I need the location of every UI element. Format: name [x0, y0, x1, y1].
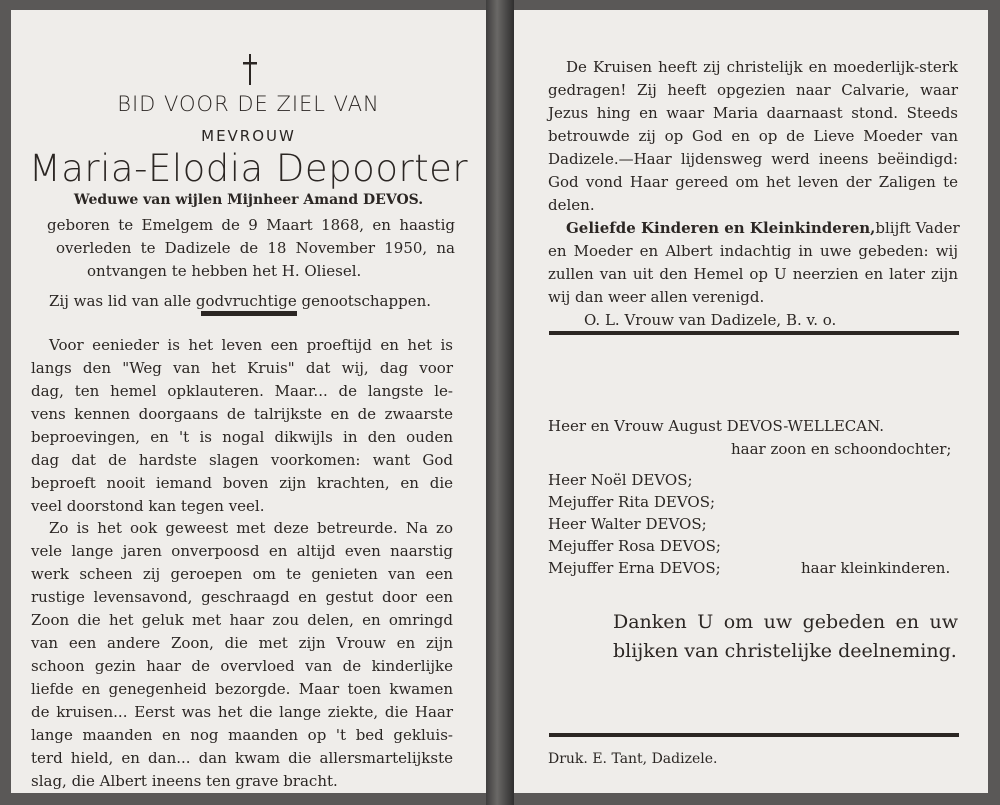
text-line [566, 218, 958, 238]
subheading: MEVROUW [201, 127, 296, 145]
divider [549, 331, 959, 335]
text-line: delen. [548, 196, 595, 214]
text-line: dag dat de hardste slagen voorkomen: want God [31, 451, 453, 469]
prayer-line: O. L. Vrouw van Dadizele, B. v. o. [584, 311, 837, 329]
grandchild: Mejuffer Erna DEVOS; [548, 559, 721, 577]
text-line: beproeft nooit iemand boven zijn krachten, en die [31, 474, 453, 492]
text-line: gedragen! Zij heeft opgezien naar Calvarie, waar [548, 81, 958, 99]
text-line: vens kennen doorgaans de talrijkste en de zwaarste [31, 405, 453, 423]
text-line: De Kruisen heeft zij christelijk en moederlijk-sterk [566, 58, 958, 76]
text-line: beproevingen, en 't is nogal dikwijls in den ouden [31, 428, 453, 446]
text-line: schoon gezin haar de overvloed van de kinderlijke [31, 657, 453, 675]
text-line: betrouwde zij op God en op de Lieve Moeder van [548, 127, 958, 145]
divider [549, 733, 959, 737]
text-line: Zo is het ook geweest met deze betreurde. Na zo [49, 519, 453, 537]
text-line: liefde en genegenheid bezorgde. Maar toen kwamen [31, 680, 453, 698]
page-heading: BID VOOR DE ZIEL VAN [117, 92, 380, 116]
grandchild: Heer Walter DEVOS; [548, 515, 707, 533]
text-line: Voor eenieder is het leven een proeftijd en het is [49, 336, 453, 354]
text-line: vele lange jaren onverpoosd en altijd even naarstig [31, 542, 453, 560]
printer-line: Druk. E. Tant, Dadizele. [548, 751, 718, 767]
family-head-role: haar zoon en schoondochter; [731, 440, 952, 458]
text-line: de kruisen... Eerst was het die lange ziekte, die Haar [31, 703, 453, 721]
bio-line: ontvangen te hebben het H. Oliesel. [87, 262, 362, 280]
text-line: zullen van uit den Hemel op U neerzien en later zijn [548, 265, 958, 283]
grandchild: Mejuffer Rosa DEVOS; [548, 537, 721, 555]
text-line: lange maanden en nog maanden op 't bed gekluis- [31, 726, 453, 744]
text-line: slag, die Albert ineens ten grave bracht. [31, 772, 338, 790]
text-line: langs den "Weg van het Kruis" dat wij, dag voor [31, 359, 453, 377]
deceased-name: Maria-Elodia Depoorter [28, 147, 469, 190]
text-line: Jezus hing en waar Maria daarnaast stond. Steeds [548, 104, 958, 122]
text-line: terd hield, en dan... dan kwam die allersmartelijkste [31, 749, 453, 767]
text-line: van een andere Zoon, die met zijn Vrouw en zijn [31, 634, 453, 652]
member-line: Zij was lid van alle godvruchtige genootschappen. [49, 292, 431, 310]
cross-icon [241, 52, 259, 86]
grandchildren-role: haar kleinkinderen. [801, 559, 951, 577]
text-line: rustige levensavond, geschraagd en gestut door een [31, 588, 453, 606]
thanks-line: Danken U om uw gebeden en uw [613, 611, 958, 633]
text-line: dag, ten hemel opklauteren. Maar... de langste le- [31, 382, 453, 400]
right-page [514, 10, 988, 793]
family-head: Heer en Vrouw August DEVOS-WELLECAN. [548, 417, 885, 435]
text-line: wij dan weer allen verenigd. [548, 288, 765, 306]
text-line: werk scheen zij geroepen om te genieten van een [31, 565, 453, 583]
widow-line: Weduwe van wijlen Mijnheer Amand DEVOS. [73, 192, 424, 208]
text-line: Zoon die het geluk met haar zou delen, en omringd [31, 611, 453, 629]
grandchild: Mejuffer Rita DEVOS; [548, 493, 716, 511]
text-line: God vond Haar gereed om het leven der Zaligen te [548, 173, 958, 191]
text-line: veel doorstond kan tegen veel. [31, 497, 265, 515]
text-segment: blijft Vader [875, 219, 960, 237]
grandchild: Heer Noël DEVOS; [548, 471, 693, 489]
left-page [11, 10, 486, 793]
bio-line: overleden te Dadizele de 18 November 1950, na [56, 239, 455, 257]
bio-line: geboren te Emelgem de 9 Maart 1868, en haastig [47, 216, 455, 234]
text-line: en Moeder en Albert indachtig in uwe gebeden: wij [548, 242, 958, 260]
bold-address: Geliefde Kinderen en Kleinkinderen, [566, 219, 876, 237]
thanks-line: blijken van christelijke deelneming. [613, 640, 957, 662]
divider [201, 311, 297, 316]
binding-spine [486, 0, 514, 805]
text-line: Dadizele.—Haar lijdensweg werd ineens beëindigd: [548, 150, 958, 168]
